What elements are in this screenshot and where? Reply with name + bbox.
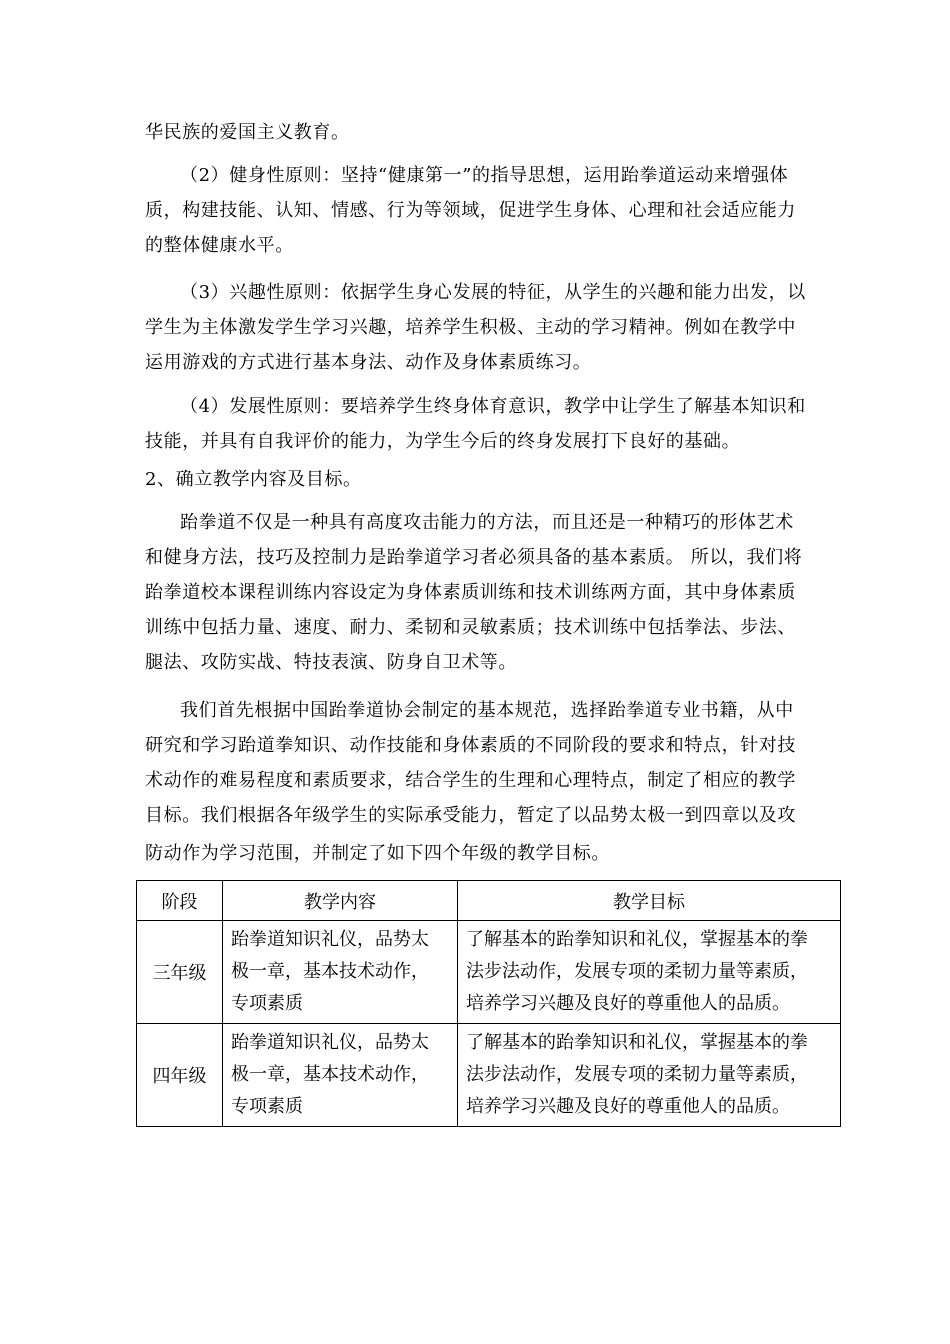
- paragraph-line: 跆拳道不仅是一种具有高度攻击能力的方法，而且还是一种精巧的形体艺术: [180, 512, 794, 533]
- table-header-row: [137, 881, 841, 921]
- table-row: [137, 921, 841, 1024]
- goal-line: 培养学习兴趣及良好的尊重他人的品质。: [466, 1096, 790, 1117]
- paragraph-line: 华民族的爱国主义教育。: [145, 122, 350, 143]
- goal-line: 了解基本的跆拳知识和礼仪，掌握基本的拳: [466, 929, 808, 950]
- paragraph-line: （3）兴趣性原则：依据学生身心发展的特征，从学生的兴趣和能力出发，以: [180, 282, 806, 303]
- table-row: [137, 1024, 841, 1127]
- header-content: 教学内容: [223, 881, 458, 921]
- goal-line: 法步法动作，发展专项的柔韧力量等素质，: [466, 961, 808, 982]
- header-stage: 阶段: [137, 881, 223, 921]
- content-line: 跆拳道知识礼仪，品势太: [231, 929, 429, 950]
- goal-cell: [458, 921, 841, 1024]
- paragraph-line: 的整体健康水平。: [145, 235, 294, 256]
- paragraph-line: 和健身方法，技巧及控制力是跆拳道学习者必须具备的基本素质。 所以，我们将: [145, 547, 803, 568]
- paragraph-line: 质，构建技能、认知、情感、行为等领域，促进学生身体、心理和社会适应能力: [145, 200, 796, 221]
- paragraph-line: 术动作的难易程度和素质要求，结合学生的生理和心理特点，制定了相应的教学: [145, 770, 796, 791]
- goal-cell: [458, 1024, 841, 1127]
- paragraph-line: 跆拳道校本课程训练内容设定为身体素质训练和技术训练两方面，其中身体素质: [145, 582, 796, 603]
- content-line: 专项素质: [231, 1096, 303, 1117]
- stage-cell: 四年级: [137, 1024, 223, 1127]
- paragraph-line: 技能，并具有自我评价的能力，为学生今后的终身发展打下良好的基础。: [145, 431, 741, 452]
- goal-line: 法步法动作，发展专项的柔韧力量等素质，: [466, 1064, 808, 1085]
- paragraph-line: （2）健身性原则：坚持“健康第一”的指导思想，运用跆拳道运动来增强体: [180, 165, 789, 186]
- header-goal: 教学目标: [458, 881, 841, 921]
- content-line: 跆拳道知识礼仪，品势太: [231, 1032, 429, 1053]
- paragraph-line: 研究和学习跆道拳知识、动作技能和身体素质的不同阶段的要求和特点，针对技: [145, 735, 796, 756]
- paragraph-line: 我们首先根据中国跆拳道协会制定的基本规范，选择跆拳道专业书籍，从中: [180, 700, 794, 721]
- content-line: 极一章，基本技术动作，: [231, 961, 429, 982]
- paragraph-line: 运用游戏的方式进行基本身法、动作及身体素质练习。: [145, 352, 592, 373]
- content-line: 极一章，基本技术动作，: [231, 1064, 429, 1085]
- goal-line: 了解基本的跆拳知识和礼仪，掌握基本的拳: [466, 1032, 808, 1053]
- content-line: 专项素质: [231, 993, 303, 1014]
- paragraph-line: 腿法、攻防实战、特技表演、防身自卫术等。: [145, 652, 517, 673]
- paragraph-line: 目标。我们根据各年级学生的实际承受能力，暂定了以品势太极一到四章以及攻: [145, 805, 796, 826]
- stage-cell: 三年级: [137, 921, 223, 1024]
- paragraph-line: 学生为主体激发学生学习兴趣，培养学生积极、主动的学习精神。例如在教学中: [145, 317, 796, 338]
- teaching-goals-table: [136, 880, 841, 1127]
- content-cell: [223, 1024, 458, 1127]
- paragraph-line: 训练中包括力量、速度、耐力、柔韧和灵敏素质；技术训练中包括拳法、步法、: [145, 617, 796, 638]
- section-heading: 2、确立教学内容及目标。: [145, 469, 362, 490]
- paragraph-line: （4）发展性原则：要培养学生终身体育意识，教学中让学生了解基本知识和: [180, 396, 806, 417]
- content-cell: [223, 921, 458, 1024]
- paragraph-line: 防动作为学习范围，并制定了如下四个年级的教学目标。: [145, 843, 610, 864]
- goal-line: 培养学习兴趣及良好的尊重他人的品质。: [466, 993, 790, 1014]
